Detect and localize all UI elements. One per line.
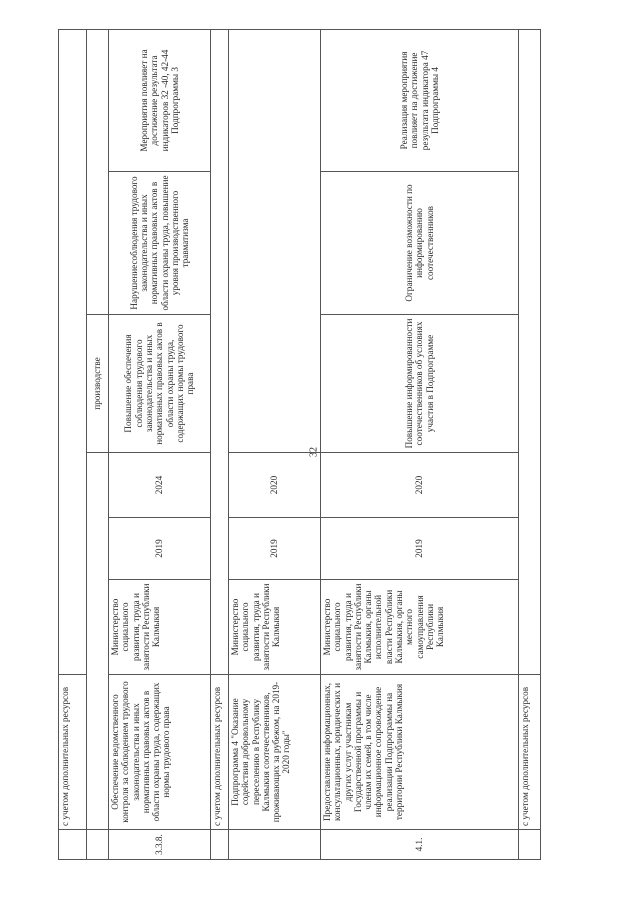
cell-empty — [519, 830, 541, 860]
cell-consequences: Нарушениесоблюдения трудового законодательства и иных нормативных правовых актов в области охраны труда, повышение уровня производственного травматизма — [109, 172, 211, 315]
page-number: 32 — [308, 447, 320, 457]
cell-number: 3.3.8. — [109, 830, 211, 860]
cell-continuation: производстве — [87, 315, 109, 453]
cell-expected-result: Повышение информированности соотечественников об условиях участия в Подпрограмме — [321, 315, 519, 453]
cell-executor: Министерство социального развития, труда и занятости Республики Калмыкия — [229, 580, 321, 675]
table-row — [321, 29, 519, 859]
cell-consequences: Ограничение возможности по информированию соотечественников — [321, 172, 519, 315]
table-row — [229, 29, 321, 859]
cell-indicator-link: Мероприятия повлияет на достижение результата индикаторов 32 -40, 42-44 Подпрограммы 3 — [109, 29, 211, 171]
cell-empty — [87, 29, 109, 314]
rotated-table-area — [58, 30, 540, 860]
cell-empty — [59, 830, 87, 860]
cell-number: 4.1. — [321, 830, 519, 860]
cell-empty — [519, 29, 541, 674]
cell-empty — [87, 830, 109, 860]
cell-start-year: 2019 — [229, 518, 321, 580]
cell-continuation: с учетом дополнительных ресурсов — [519, 675, 541, 830]
cell-measure: Предоставление информационных, консультационных, юридических и других услуг участникам Государственной программы и членам их семей, в том числе информационное сопровождение реализации Подпрограммы на территории Республики Калмыкия — [321, 675, 519, 830]
cell-end-year: 2020 — [229, 453, 321, 518]
cell-executor: Министерство социального развития, труда и занятости Республики Калмыкия, органы исполнительной власти Республики Калмыкия, органы местного самоуправления Республики Калмыкия — [321, 580, 519, 675]
cell-end-year: 2024 — [109, 453, 211, 518]
cell-measure: Подпрограмма 4 "Оказание содействия добровольному переселению в Республику Калмыкия соотечественников, проживающих за рубежом, на 2019-2020 годы" — [229, 675, 321, 830]
cell-number — [229, 830, 321, 860]
cell-start-year: 2019 — [109, 518, 211, 580]
cell-empty — [211, 29, 229, 674]
table-row — [211, 29, 229, 859]
measures-table — [58, 29, 541, 860]
cell-empty — [87, 453, 109, 830]
cell-executor: Министерство социального развития, труда и занятости Республики Калмыкия — [109, 580, 211, 675]
cell-expected-result: Повышение обеспечения соблюдения трудового законодательства и иных нормативных правовых актов в области охраны труда, содержащих нормы трудового права — [109, 315, 211, 453]
table-row — [519, 29, 541, 859]
cell-end-year: 2020 — [321, 453, 519, 518]
cell-empty — [229, 29, 321, 452]
cell-continuation: с учетом дополнительных ресурсов — [211, 675, 229, 830]
cell-empty — [59, 29, 87, 674]
table-row — [59, 29, 87, 859]
table-row — [87, 29, 109, 859]
table-row — [109, 29, 211, 859]
cell-continuation: с учетом дополнительных ресурсов — [59, 675, 87, 830]
cell-start-year: 2019 — [321, 518, 519, 580]
cell-indicator-link: Реализация мероприятия повлияет на достижение результата индикатора 47 Подпрограммы 4 — [321, 29, 519, 171]
cell-measure: Обеспечение ведомственного контроля за соблюдением трудового законодательства и иных нормативных правовых актов в области охраны труда, содержащих нормы трудового права — [109, 675, 211, 830]
cell-empty — [211, 830, 229, 860]
